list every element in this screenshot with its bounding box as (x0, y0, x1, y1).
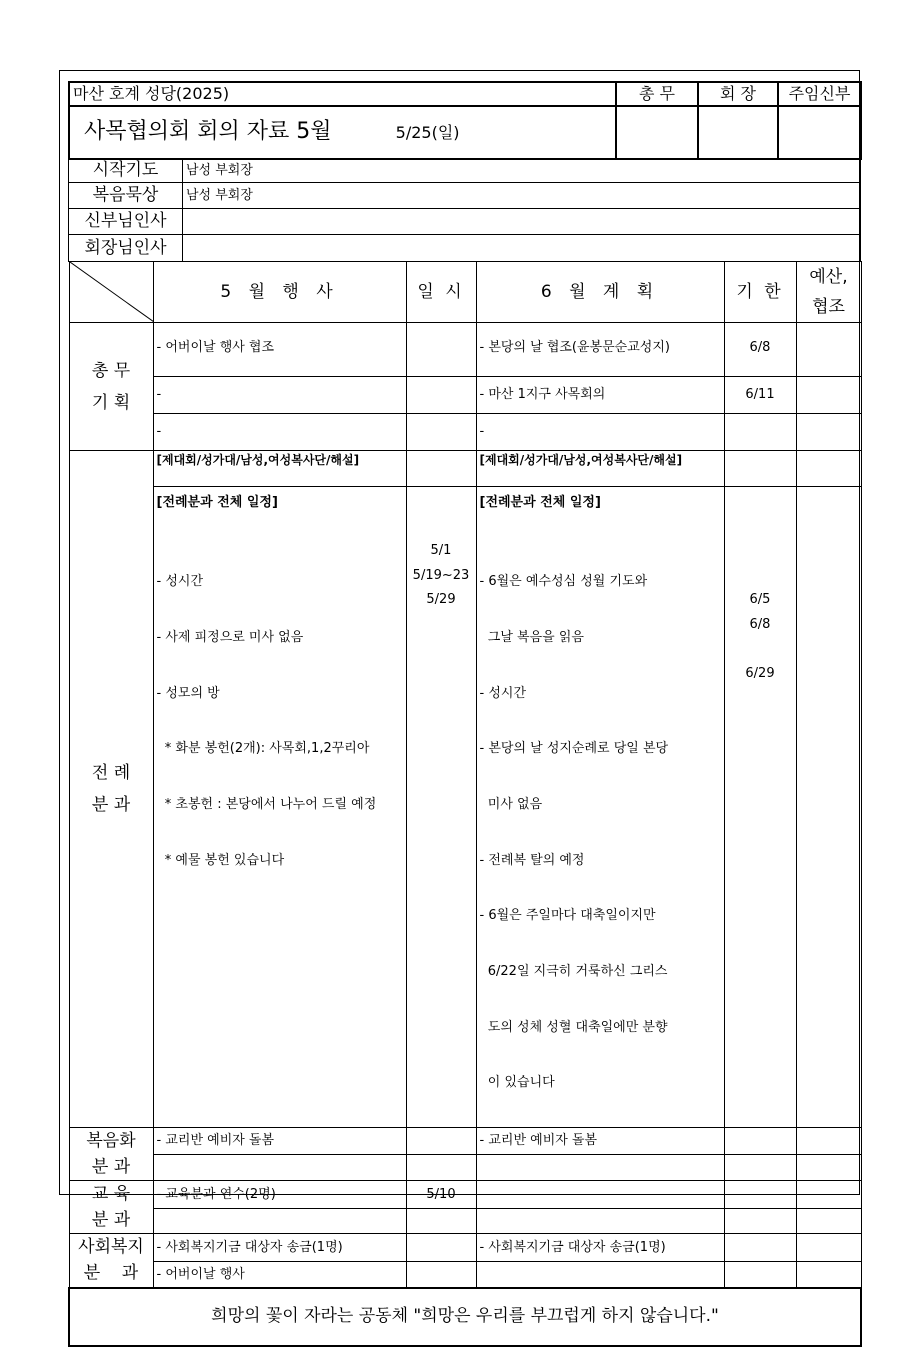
may-date (406, 1128, 476, 1155)
liturgy-june-line: 6/22일 지극히 거룩하신 그리스 (479, 964, 668, 979)
june-plan: - 사회복지기금 대상자 송금(1명) (476, 1234, 724, 1262)
liturgy-may-line: - 성모의 방 (156, 685, 220, 701)
may-event: - 어버이날 행사 협조 (153, 323, 406, 377)
liturgy-june-deadline: 6/5 (749, 592, 771, 607)
col-schedule: 일 시 (406, 262, 476, 323)
liturgy-may-line: - 사제 피정으로 미사 없음 (156, 629, 304, 645)
approval-secretary: 총 무 (616, 82, 698, 106)
june-plan (476, 1181, 724, 1209)
liturgy-june-line: 그날 복음을 읽음 (479, 629, 584, 645)
footer-motto: 희망의 꽃이 자라는 공동체 "희망은 우리를 부끄럽게 하지 않습니다." (69, 1288, 861, 1346)
may-date (406, 323, 476, 377)
liturgy-may-title: [전례분과 전체 일정] (156, 495, 278, 510)
budget-cell (796, 1154, 861, 1181)
col-may-events: 5 월 행 사 (153, 262, 406, 323)
liturgy-june-body (476, 487, 724, 1128)
signature-pastor (778, 106, 861, 159)
liturgy-june-line: 도의 성체 성혈 대축일에만 분향 (479, 1019, 668, 1035)
liturgy-june-line: - 성시간 (479, 685, 526, 701)
opening-value (183, 209, 861, 235)
may-event (153, 1208, 406, 1233)
section-welfare-label (69, 1234, 153, 1288)
liturgy-june-deadline: 6/29 (745, 665, 775, 681)
budget-cell (796, 487, 861, 1128)
budget-cell (796, 1208, 861, 1233)
section-label-line: 분 과 (83, 1263, 139, 1284)
may-date (406, 1234, 476, 1262)
may-date (406, 414, 476, 451)
june-plan: - (476, 414, 724, 451)
liturgy-may-line: - 성시간 (156, 574, 203, 590)
liturgy-june-header: [제대회/성가대/남성,여성복사단/해설] (476, 451, 724, 487)
june-plan: - 교리반 예비자 돌봄 (476, 1128, 724, 1155)
june-deadline (724, 414, 796, 451)
liturgy-june-line: 미사 없음 (479, 796, 543, 812)
june-deadline (724, 1262, 796, 1288)
june-deadline: 6/8 (724, 323, 796, 377)
liturgy-june-deadline (725, 539, 796, 564)
main-table (68, 261, 862, 1347)
may-event: - (153, 377, 406, 414)
budget-cell (796, 1128, 861, 1155)
section-general-label (69, 323, 153, 451)
section-label-line: 분 과 (91, 1157, 131, 1178)
may-event: - 사회복지기금 대상자 송금(1명) (153, 1234, 406, 1262)
signature-secretary (616, 106, 698, 159)
may-event: - (153, 414, 406, 451)
section-label-line: 사회복지 (78, 1237, 144, 1258)
budget-cell (796, 451, 861, 487)
may-date (406, 1262, 476, 1288)
liturgy-june-deadline (725, 564, 796, 589)
opening-value: 남성 부회장 (183, 159, 861, 183)
liturgy-june-title: [전례분과 전체 일정] (479, 495, 601, 510)
section-label-line: 분 과 (91, 1210, 131, 1231)
section-education-label (69, 1181, 153, 1234)
opening-label: 신부님인사 (69, 209, 183, 235)
opening-value: 남성 부회장 (183, 183, 861, 209)
opening-label: 복음묵상 (69, 183, 183, 209)
liturgy-may-line: * 예물 봉헌 있습니다 (156, 852, 285, 868)
section-label-line: 복음화 (86, 1131, 136, 1152)
liturgy-june-deadlines (724, 487, 796, 1128)
june-plan: - 본당의 날 협조(윤봉문순교성지) (476, 323, 724, 377)
opening-label: 회장님인사 (69, 235, 183, 262)
june-deadline (724, 1128, 796, 1155)
col-deadline: 기 한 (724, 262, 796, 323)
opening-table (68, 158, 861, 262)
liturgy-may-line: * 초봉헌 : 본당에서 나누어 드릴 예정 (156, 796, 377, 812)
section-label-line: 전 례 (91, 763, 131, 784)
budget-cell (796, 1262, 861, 1288)
may-event: - 교육분과 연수(2명) (153, 1181, 406, 1209)
june-deadline (724, 1234, 796, 1262)
may-date (406, 451, 476, 487)
may-date: 5/10 (406, 1181, 476, 1209)
budget-cell (796, 1234, 861, 1262)
may-event (153, 1154, 406, 1181)
approval-president: 회 장 (698, 82, 778, 106)
budget-cell (796, 377, 861, 414)
liturgy-may-date: 5/19~23 (412, 567, 470, 583)
may-date (406, 377, 476, 414)
june-deadline (724, 451, 796, 487)
liturgy-june-line: - 본당의 날 성지순례로 당일 본당 (479, 741, 669, 757)
parish-name: 마산 호계 성당(2025) (69, 82, 616, 106)
opening-value (183, 235, 861, 262)
liturgy-may-date: 5/1 (430, 543, 452, 558)
june-plan (476, 1154, 724, 1181)
liturgy-june-line: - 전례복 탈의 예정 (479, 852, 585, 868)
col-june-plan: 6 월 계 획 (476, 262, 724, 323)
diagonal-header-cell (69, 262, 153, 323)
meeting-date: 5/25(일) (395, 123, 460, 143)
approval-pastor: 주임신부 (778, 82, 861, 106)
june-plan (476, 1262, 724, 1288)
june-deadline: 6/11 (724, 377, 796, 414)
may-date (406, 1208, 476, 1233)
liturgy-june-line: 이 있습니다 (479, 1075, 555, 1091)
liturgy-may-line: * 화분 봉헌(2개): 사목회,1,2꾸리아 (156, 741, 370, 757)
june-plan (476, 1208, 724, 1233)
june-deadline (724, 1208, 796, 1233)
may-event: - 교리반 예비자 돌봄 (153, 1128, 406, 1155)
opening-label: 시작기도 (69, 159, 183, 183)
signature-president (698, 106, 778, 159)
col-budget-line1: 예산, (809, 267, 848, 287)
liturgy-june-line: - 6월은 예수성심 성월 기도와 (479, 574, 648, 590)
may-date (406, 1154, 476, 1181)
liturgy-june-deadline: 6/8 (749, 616, 771, 632)
budget-cell (796, 1181, 861, 1209)
col-budget-line2: 협조 (812, 297, 845, 317)
document-title (69, 106, 616, 159)
col-budget (796, 262, 861, 323)
may-event: - 어버이날 행사 (153, 1262, 406, 1288)
june-deadline (724, 1154, 796, 1181)
june-plan: - 마산 1지구 사목회의 (476, 377, 724, 414)
liturgy-june-deadline (725, 637, 796, 662)
june-deadline (724, 1181, 796, 1209)
liturgy-may-dates (406, 487, 476, 1128)
header-table (68, 81, 862, 160)
section-liturgy-label (69, 451, 153, 1128)
budget-cell (796, 414, 861, 451)
liturgy-may-date: 5/29 (426, 592, 456, 607)
section-label-line: 분 과 (91, 795, 131, 816)
section-gospel-label (69, 1128, 153, 1181)
liturgy-may-header: [제대회/성가대/남성,여성복사단/해설] (153, 451, 406, 487)
section-label-line: 기 획 (91, 392, 131, 413)
budget-cell (796, 323, 861, 377)
liturgy-may-body (153, 487, 406, 1128)
section-label-line: 교 육 (91, 1184, 131, 1205)
liturgy-june-line: - 6월은 주일마다 대축일이지만 (479, 908, 656, 924)
title-text: 사목협의회 회의 자료 5월 (84, 119, 332, 145)
section-label-line: 총 무 (91, 360, 131, 381)
